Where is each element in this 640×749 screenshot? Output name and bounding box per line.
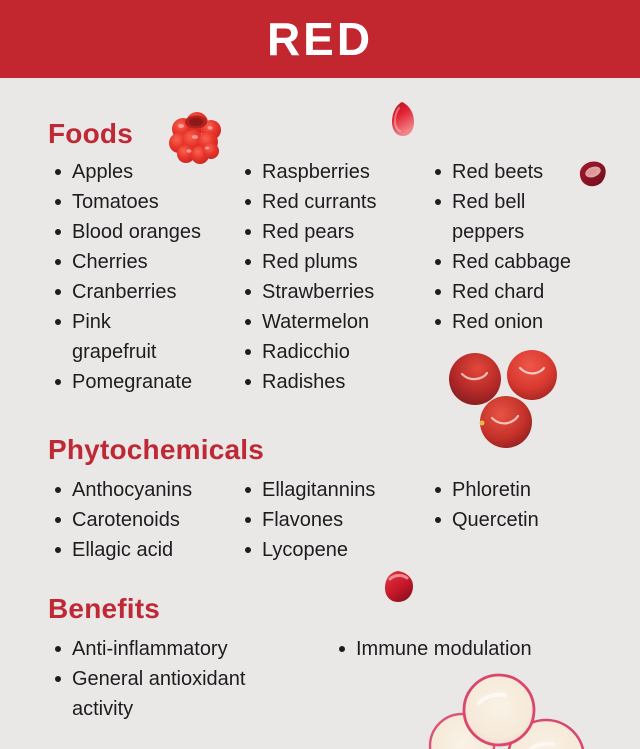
list-item: Tomatoes bbox=[48, 187, 201, 217]
list-item: Cranberries bbox=[48, 277, 201, 307]
phytochemicals-heading: Phytochemicals bbox=[48, 434, 264, 465]
list-item: Red currants bbox=[238, 187, 377, 217]
page-title: RED bbox=[266, 13, 374, 65]
list-item: Anthocyanins bbox=[48, 475, 192, 505]
list-item: Ellagic acid bbox=[48, 535, 192, 565]
list-item: Red cabbage bbox=[428, 247, 571, 277]
list-item: Red chard bbox=[428, 277, 571, 307]
foods-column-3 bbox=[428, 157, 571, 337]
list-item: Flavones bbox=[238, 505, 375, 535]
list-item: Carotenoids bbox=[48, 505, 192, 535]
phytochemicals-column-1 bbox=[48, 475, 192, 565]
list-item: Red beets bbox=[428, 157, 571, 187]
pomegranate-seed-side-image bbox=[577, 158, 609, 190]
foods-heading: Foods bbox=[48, 118, 133, 149]
list-item: Radishes bbox=[238, 367, 377, 397]
list-item: Raspberries bbox=[238, 157, 377, 187]
list-item: Quercetin bbox=[428, 505, 539, 535]
list-item: Pink grapefruit bbox=[48, 307, 172, 367]
benefits-heading: Benefits bbox=[48, 593, 161, 624]
list-item: Blood oranges bbox=[48, 217, 201, 247]
phytochemicals-column-3 bbox=[428, 475, 539, 535]
list-item: Pomegranate bbox=[48, 367, 201, 397]
foods-column-2 bbox=[238, 157, 377, 397]
phytochemicals-column-2 bbox=[238, 475, 375, 565]
list-item: Strawberries bbox=[238, 277, 377, 307]
list-item: Lycopene bbox=[238, 535, 375, 565]
cranberries-image bbox=[444, 348, 564, 450]
benefits-column-1 bbox=[48, 634, 268, 724]
list-item: Anti-inflammatory bbox=[48, 634, 268, 664]
foods-column-1 bbox=[48, 157, 201, 397]
pomegranate-seed-center-image bbox=[382, 569, 416, 605]
list-item: Phloretin bbox=[428, 475, 539, 505]
list-item: Immune modulation bbox=[332, 634, 532, 664]
pomegranate-seed-top-image bbox=[389, 100, 417, 138]
list-item: General antioxidant activity bbox=[48, 664, 268, 724]
list-item: Radicchio bbox=[238, 337, 377, 367]
list-item: Watermelon bbox=[238, 307, 377, 337]
list-item: Red onion bbox=[428, 307, 571, 337]
benefits-column-2 bbox=[332, 634, 532, 664]
list-item: Red plums bbox=[238, 247, 377, 277]
header-banner bbox=[0, 0, 640, 78]
radish-slices-image bbox=[424, 668, 640, 749]
list-item: Apples bbox=[48, 157, 201, 187]
list-item: Cherries bbox=[48, 247, 201, 277]
list-item: Red bell peppers bbox=[428, 187, 540, 247]
list-item: Red pears bbox=[238, 217, 377, 247]
list-item: Ellagitannins bbox=[238, 475, 375, 505]
